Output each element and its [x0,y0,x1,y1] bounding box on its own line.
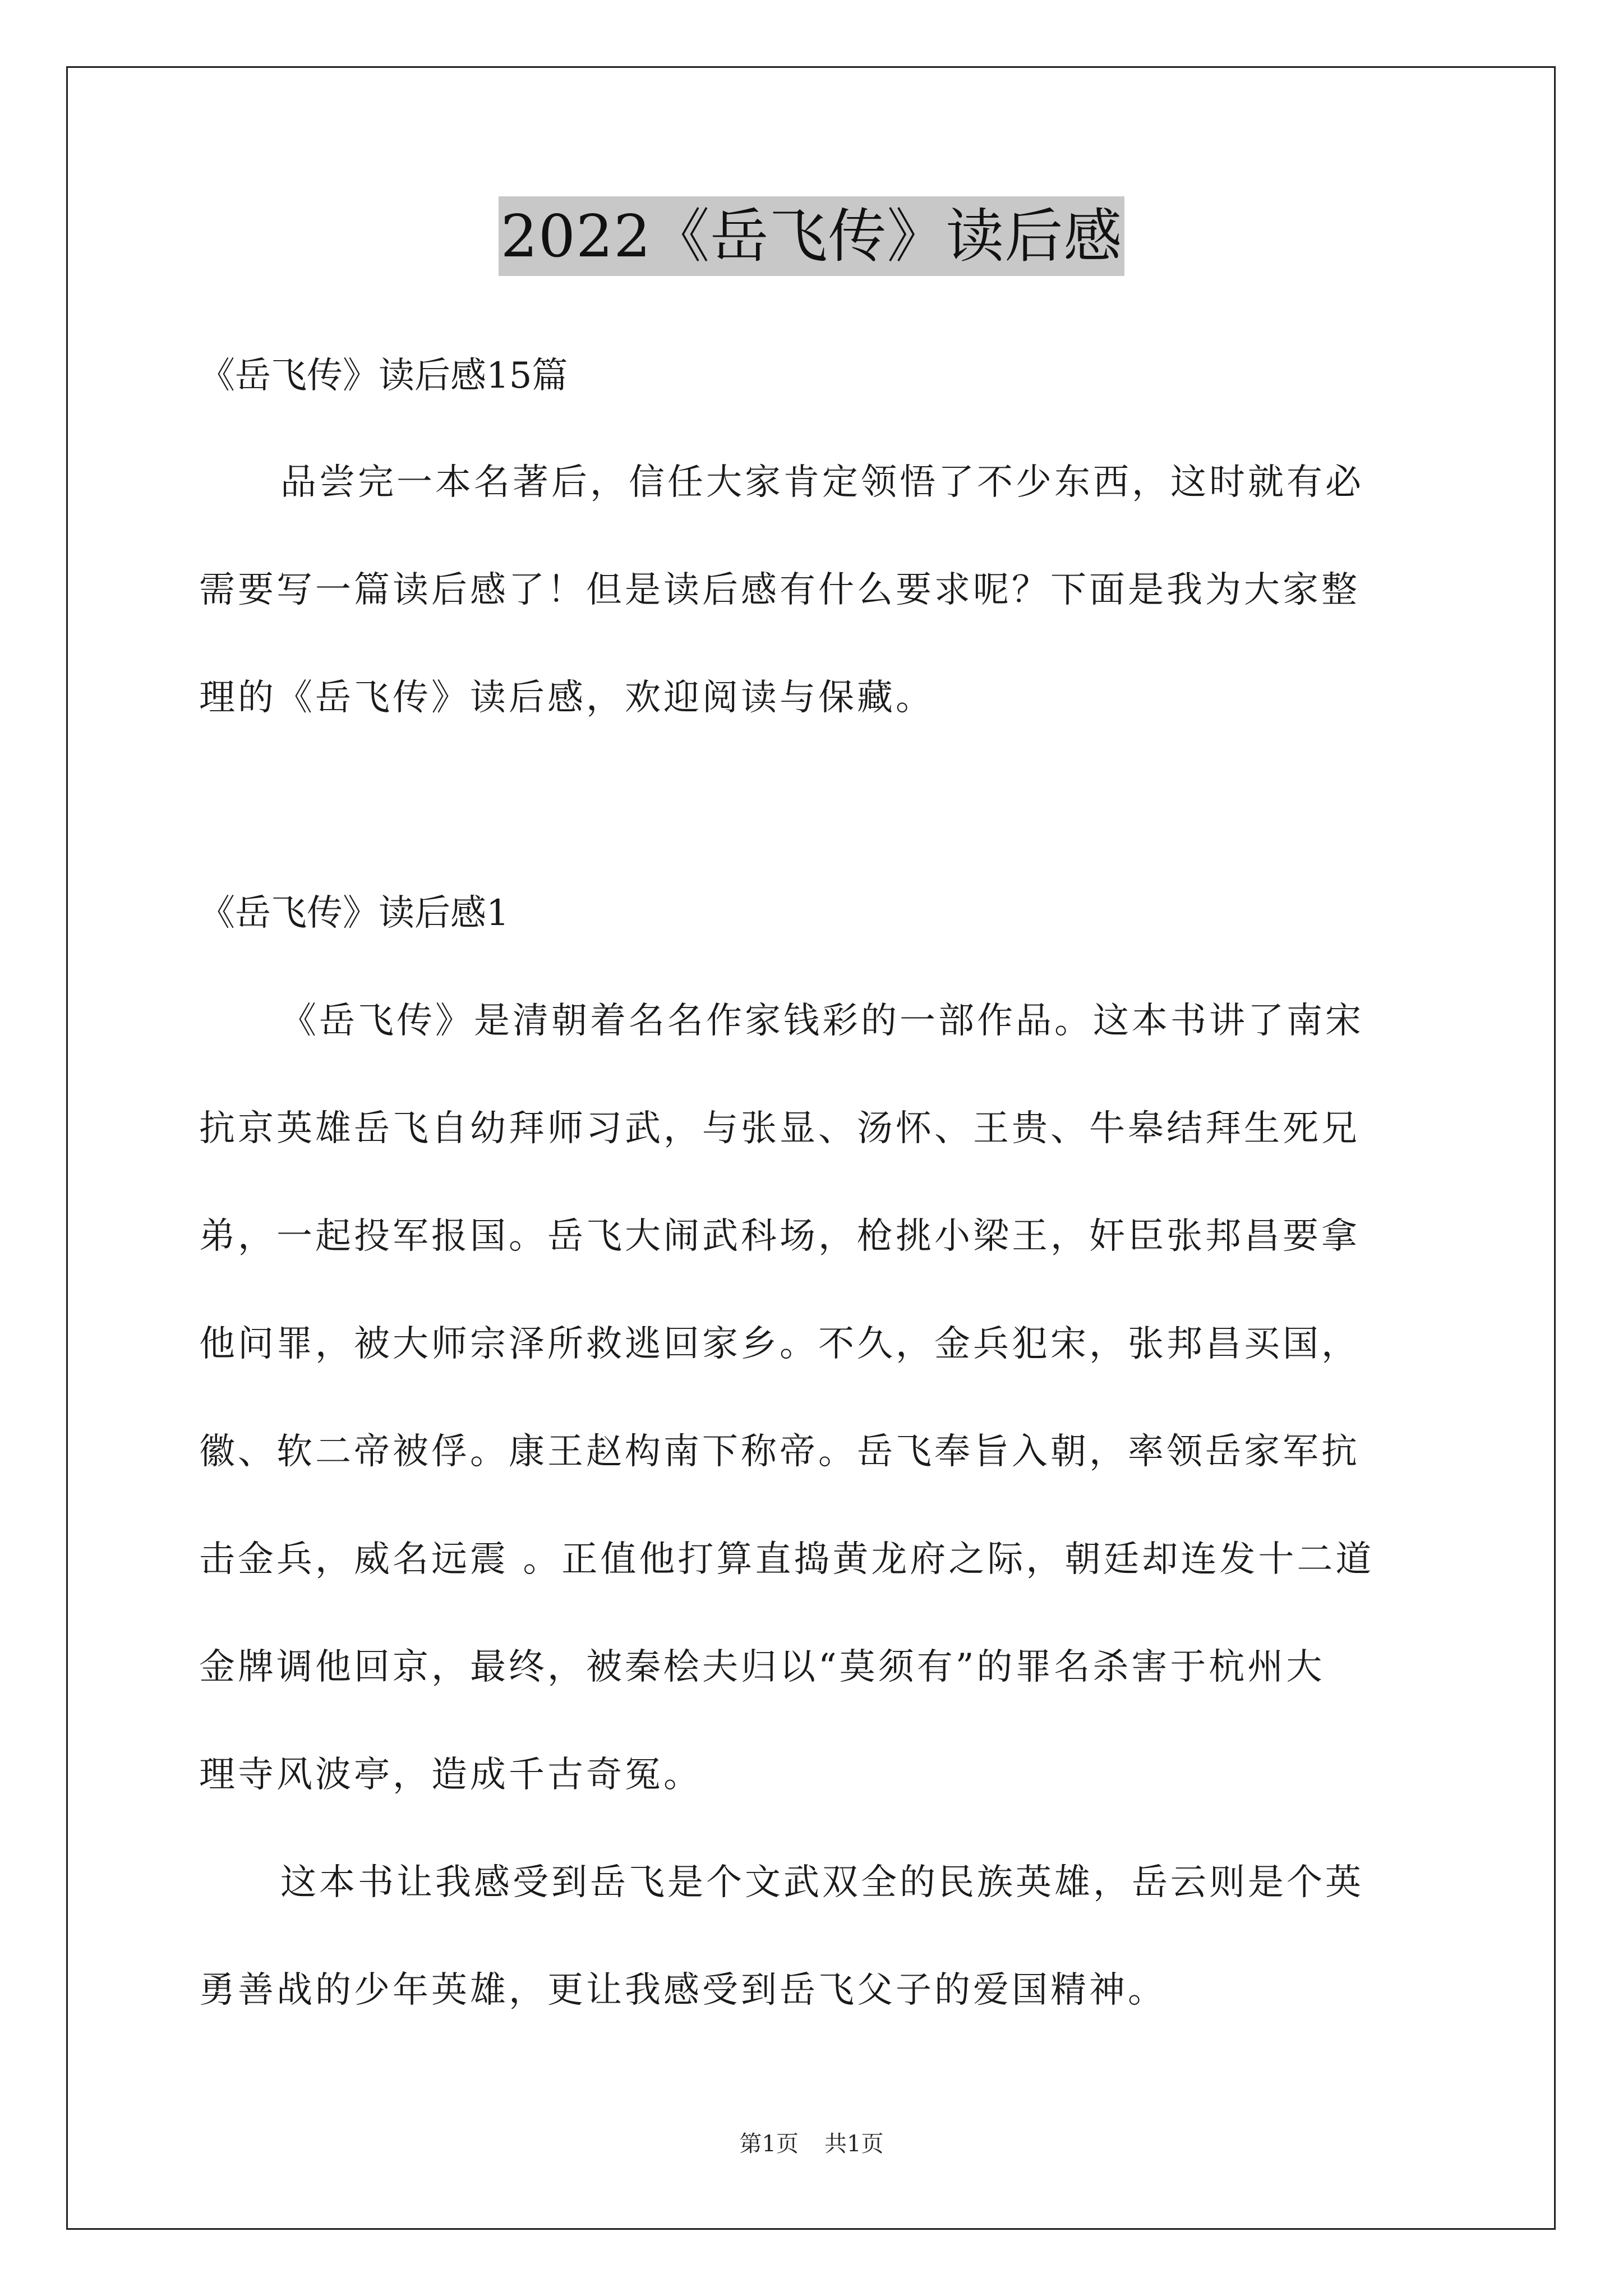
page-total: 共1页 [824,2131,884,2157]
body-line: 理寺风波亭，造成千古奇冤。 [199,1754,702,1796]
body-line: 这本书让我感受到岳飞是个文武双全的民族英雄，岳云则是个英 [280,1862,1364,1903]
page-number: 第1页 [739,2131,799,2157]
document-subtitle: 《岳飞传》读后感15篇 [199,355,568,397]
title-container [0,196,1623,276]
page-footer [0,2127,1623,2161]
document-title: 2022《岳飞传》读后感 [499,196,1125,276]
intro-line: 理的《岳飞传》读后感，欢迎阅读与保藏。 [199,677,934,719]
body-line: 徽、软二帝被俘。康王赵构南下称帝。岳飞奉旨入朝，率领岳家军抗 [199,1431,1360,1473]
body-line: 抗京英雄岳飞自幼拜师习武，与张显、汤怀、王贵、牛皋结拜生死兄 [199,1108,1360,1149]
body-line: 勇善战的少年英雄，更让我感受到岳飞父子的爱国精神。 [199,1970,1166,2011]
body-line: 击金兵，威名远震 。正值他打算直捣黄龙府之际，朝廷却连发十二道 [199,1539,1375,1580]
intro-line: 品尝完一本名著后，信任大家肯定领悟了不少东西，这时就有必 [280,462,1364,503]
intro-line: 需要写一篇读后感了！但是读后感有什么要求呢？下面是我为大家整 [199,569,1360,611]
body-line: 他问罪，被大师宗泽所救逃回家乡。不久，金兵犯宋，张邦昌买国， [199,1323,1360,1365]
body-line: 金牌调他回京，最终，被秦桧夫归以“莫须有”的罪名杀害于杭州大 [199,1646,1325,1688]
body-line: 《岳飞传》是清朝着名名作家钱彩的一部作品。这本书讲了南宋 [280,1000,1364,1042]
body-line: 弟，一起投军报国。岳飞大闹武科场，枪挑小梁王，奸臣张邦昌要拿 [199,1216,1360,1257]
section-heading: 《岳飞传》读后感1 [199,892,509,934]
